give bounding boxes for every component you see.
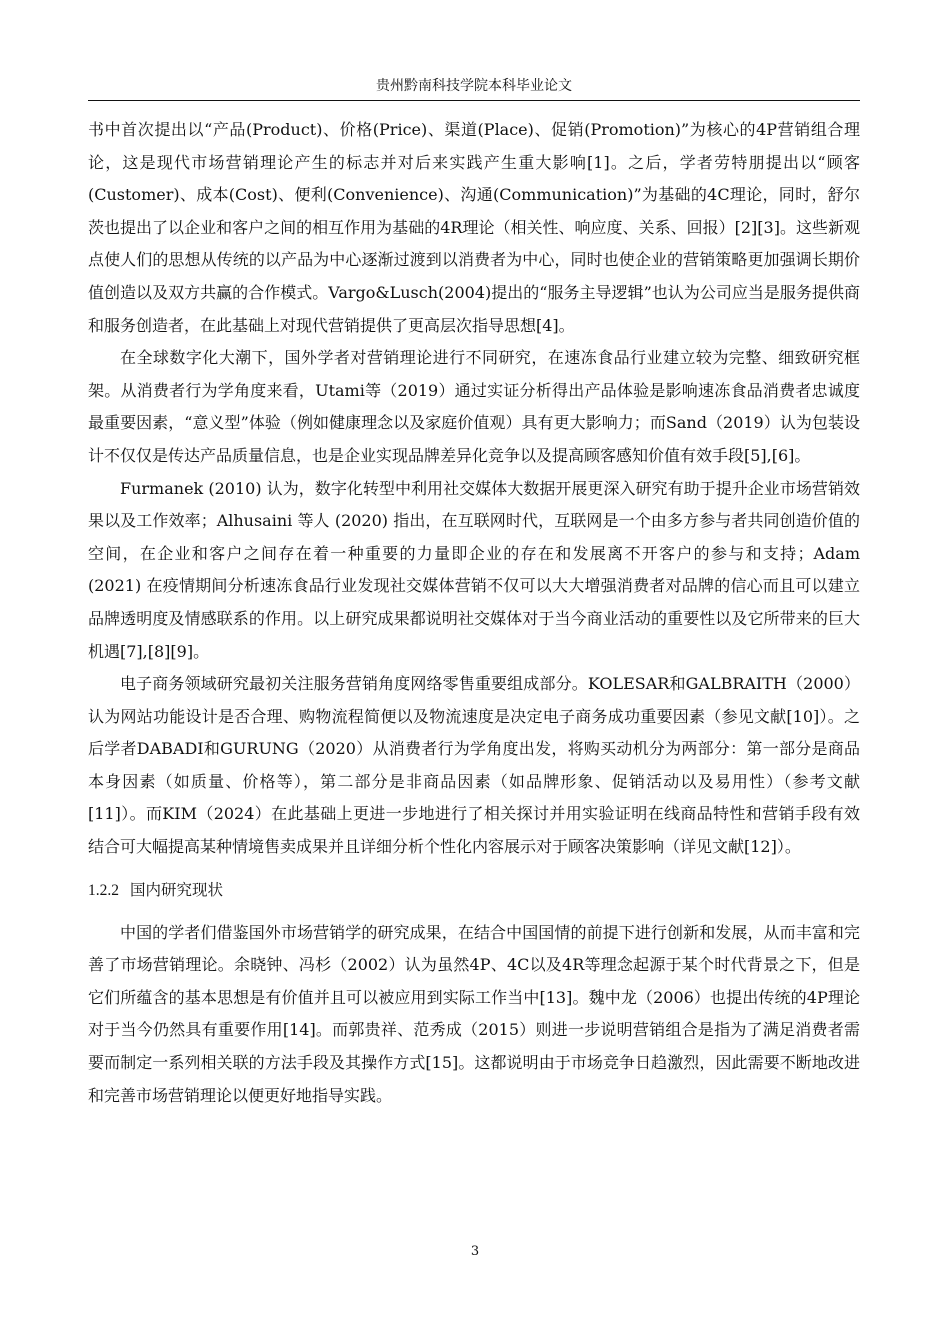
paragraph-2: 在全球数字化大潮下，国外学者对营销理论进行不同研究，在速冻食品行业建立较为完整、细致研究框架。从消费者行为学角度来看，Utami等（2019）通过实证分析得出产品体验是影响速冻食品消费者忠诚度最重要因素，“意义型”体验（例如健康理念以及家庭价值观）具有更大影响力；而Sand（2019）认为包装设计不仅仅是传达产品质量信息，也是企业实现品牌差异化竞争以及提高顾客感知价值有效手段[5],[6]。: [88, 348, 860, 465]
paragraph-5: 中国的学者们借鉴国外市场营销学的研究成果，在结合中国国情的前提下进行创新和发展，从而丰富和完善了市场营销理论。余晓钟、冯杉（2002）认为虽然4P、4C以及4R等理念起源于某个时代背景之下，但是它们所蕴含的基本思想是有价值并且可以被应用到实际工作当中[13]。魏中龙（2006）也提出传统的4P理论对于当今仍然具有重要作用[14]。而郭贵祥、范秀成（2015）则进一步说明营销组合是指为了满足消费者需要而制定一系列相关联的方法手段及其操作方式[15]。这都说明由于市场竞争日趋激烈，因此需要不断地改进和完善市场营销理论以便更好地指导实践。: [88, 922, 860, 1105]
paragraph-3: Furmanek (2010) 认为，数字化转型中利用社交媒体大数据开展更深入研究有助于提升企业市场营销效果以及工作效率；Alhusaini 等人 (2020) 指出，在互联网时代，互联网是一个由多方参与者共同创造价值的空间，在企业和客户之间存在着一种重要的力量即企业的存在和发展离不开客户的参与和支持；Adam (2021) 在疫情期间分析速冻食品行业发现社交媒体营销不仅可以大大增强消费者对品牌的信心而且可以建立品牌透明度及情感联系的作用。以上研究成果都说明社交媒体对于当今商业活动的重要性以及它所带来的巨大机遇[7],[8][9]。: [88, 478, 860, 661]
header-title: 贵州黔南科技学院本科毕业论文: [376, 78, 572, 94]
section-number: 1.2.2: [88, 881, 119, 899]
paragraph-4: 电子商务领域研究最初关注服务营销角度网络零售重要组成部分。KOLESAR和GALBRAITH（2000）认为网站功能设计是否合理、购物流程简便以及物流速度是决定电子商务成功重要因素（参见文献[10]）。之后学者DABADI和GURUNG（2020）从消费者行为学角度出发，将购买动机分为两部分：第一部分是商品本身因素（如质量、价格等），第二部分是非商品因素（如品牌形象、促销活动以及易用性）（参考文献[11]）。而KIM（2024）在此基础上更进一步地进行了相关探讨并用实验证明在线商品特性和营销手段有效结合可大幅提高某种情境售卖成果并且详细分析个性化内容展示对于顾客决策影响（详见文献[12]）。: [88, 674, 860, 857]
page-header: [88, 76, 860, 101]
section-title: 国内研究现状: [129, 880, 223, 899]
section-heading: [88, 874, 860, 907]
paragraph-1: 书中首次提出以“产品(Product)、价格(Price)、渠道(Place)、促销(Promotion)”为核心的4P营销组合理论，这是现代市场营销理论产生的标志并对后来实践产生重大影响[1]。之后，学者劳特朋提出以“顾客(Customer)、成本(Cost)、便利(Convenience)、沟通(Communication)”为基础的4C理论，同时，舒尔茨也提出了以企业和客户之间的相互作用为基础的4R理论（相关性、响应度、关系、回报）[2][3]。这些新观点使人们的思想从传统的以产品为中心逐渐过渡到以消费者为中心，同时也使企业的营销策略更加强调长期价值创造以及双方共赢的合作模式。Vargo&Lusch(2004)提出的“服务主导逻辑”也认为公司应当是服务提供商和服务创造者，在此基础上对现代营销提供了更高层次指导思想[4]。: [88, 120, 860, 335]
page-number: 3: [470, 1244, 480, 1259]
body-text: [88, 114, 860, 1112]
